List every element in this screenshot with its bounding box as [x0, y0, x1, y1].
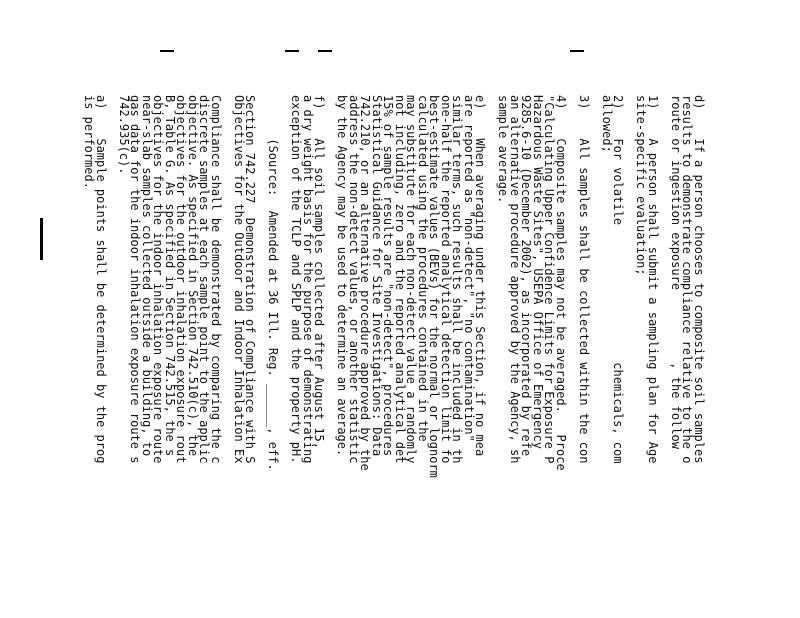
text-line: calculated using the procedures contained in the [416, 95, 430, 442]
text-line: (Source: Amended at 36 Ill. Reg. ______, eff. [266, 95, 281, 471]
text-line: e) When averaging under this Section, if no mea [473, 95, 488, 457]
text-line: not including, zero and the reported analytical det [393, 95, 407, 464]
text-line: objectives for the outdoor inhalation exposure rout [174, 95, 189, 464]
text-line: by the Agency may be used to determine an average. [335, 95, 350, 457]
text-line: 2) For volatile chemicals, com [611, 95, 626, 464]
scan-mark-dash [318, 50, 332, 52]
text-line: allowed; [600, 95, 614, 153]
text-line: a) Sample points shall be determined by the prog [94, 95, 108, 464]
text-line: B, Table G. As specified in Section 742.515, the s [163, 95, 177, 457]
text-line: may substitute for each non-detect value a randomly [404, 95, 419, 464]
text-line: results to demonstrate compliance relative to the o [680, 95, 695, 464]
text-line: route or ingestion exposure , the follow [669, 95, 683, 450]
text-line: 3) All samples shall be collected within the con [577, 95, 591, 464]
text-line: address the non-detect values, or another statistic [347, 95, 361, 464]
text-line: an alternative procedure approved by the Agency, sh [508, 95, 522, 464]
text-line: Hazardous Waste Sites", USEPA Office of Emergency [531, 95, 545, 450]
text-line: "Calculating Upper Confidence Limits for Exposure P [542, 95, 557, 464]
text-line: 4) Composite samples may not be averaged. Proce [554, 95, 568, 471]
text-line: d) If a person chooses to composite soil samples [692, 95, 706, 464]
scan-mark-dash [160, 50, 174, 52]
scan-mark-dash [570, 50, 584, 52]
text-line: Compliance shall be demonstrated by comparing the c [209, 95, 223, 464]
text-line: similar terms, such results shall be included in th [450, 95, 465, 464]
text-line: 1) A person shall submit a sampling plan for Age [646, 95, 660, 464]
text-line: one-half the reported analytical detection limit fo [439, 95, 453, 464]
text-line: 9285.6-10 (December 2002), as incorporated by refe [519, 95, 534, 457]
text-line: 15% of sample results are "non-detect", procedures [381, 95, 396, 457]
text-line: Objectives for the Outdoor and Indoor Inhalation Ex [232, 95, 246, 464]
text-line: 742.210, or an alternative procedure approved by the [358, 95, 373, 471]
text-line: discrete samples at each sample point to the applic [197, 95, 212, 464]
scan-mark-bar [40, 218, 43, 260]
text-line: objective. As specified in Section 742.510(c), the [186, 95, 200, 457]
text-line: Statistical Guidance for Site Investigations: Data [370, 95, 384, 457]
text-line: Section 742.227 Demonstration of Compliance with S [243, 95, 258, 464]
text-line: gas data for the indoor inhalation exposure route s [128, 95, 143, 464]
text-line: is performed. [82, 95, 97, 189]
text-line: sample average. [496, 95, 511, 204]
text-line: objectives for the indoor inhalation exposure route [151, 95, 166, 464]
text-line: a dry weight basis for the purpose of demonstrating [301, 95, 315, 464]
text-line: exception of the TCLP and SPLP and the property pH. [289, 95, 304, 464]
scan-mark-dash [285, 50, 299, 52]
text-line: f) All soil samples collected after August 15, [312, 95, 327, 450]
rotated-text-block [65, 95, 705, 618]
text-line: 742.935(c). [117, 95, 131, 175]
text-line: near-slab samples collected outside a building, to [140, 95, 154, 457]
text-line: best-estimate values (BEVs) for the normal or lognorm [427, 95, 442, 478]
text-line: are reported as "non-detect", "no contamination" [462, 95, 476, 442]
text-line: site-specific evaluation; [634, 95, 649, 276]
